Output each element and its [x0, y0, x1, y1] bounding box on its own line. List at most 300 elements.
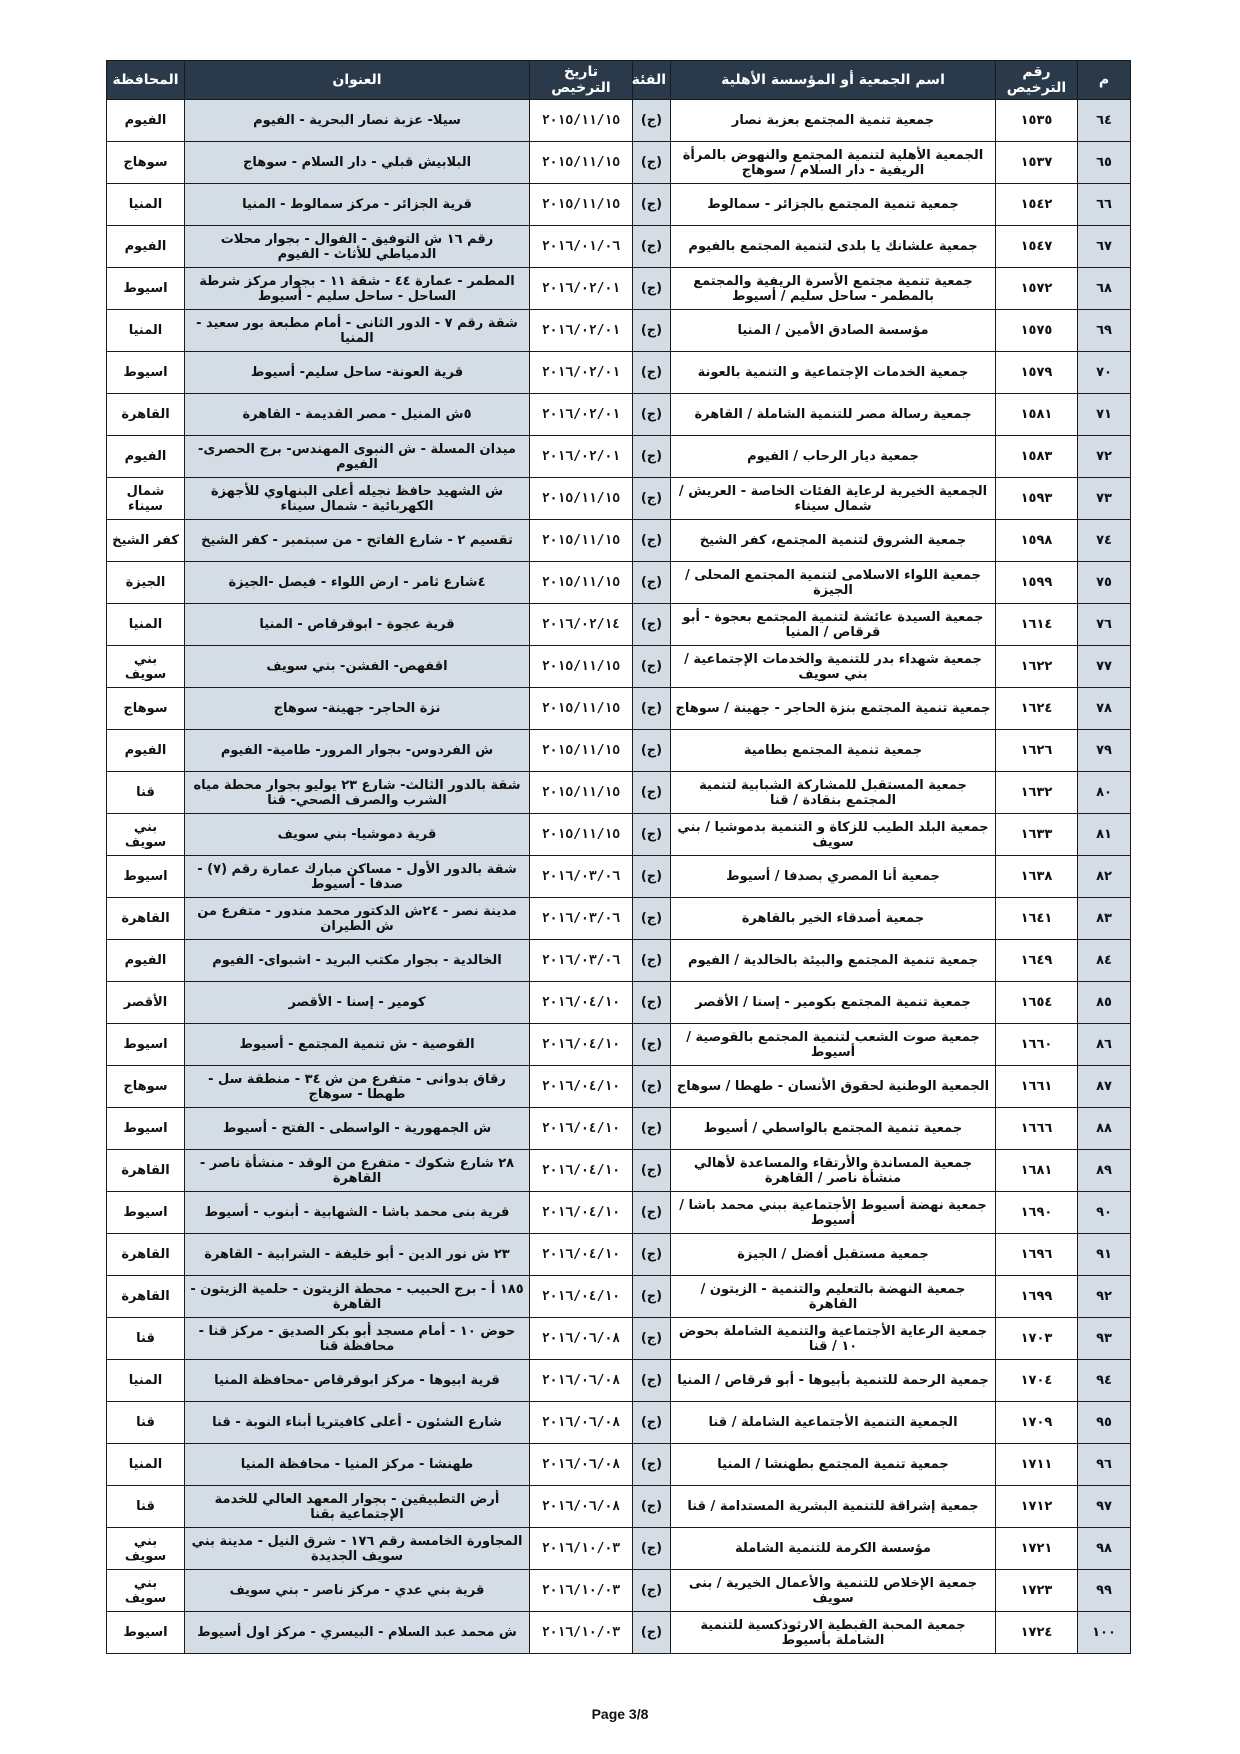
- cell-governorate: بني سويف: [107, 646, 185, 688]
- cell-seq: ٦٩: [1078, 310, 1131, 352]
- cell-address: كومير - إسنا - الأقصر: [185, 982, 530, 1024]
- cell-category: (ج): [633, 1570, 671, 1612]
- header-date: تاريخ الترخيص: [530, 61, 633, 100]
- cell-license-no: ١٧١٢: [996, 1486, 1078, 1528]
- cell-seq: ٨٩: [1078, 1150, 1131, 1192]
- cell-license-no: ١٦٦٠: [996, 1024, 1078, 1066]
- cell-address: ١٨٥ أ - برج الحبيب - محطة الزيتون - حلمية الزيتون - القاهرة: [185, 1276, 530, 1318]
- header-license-no: رقم الترخيص: [996, 61, 1078, 100]
- cell-date: ٢٠١٦/٠٦/٠٨: [530, 1318, 633, 1360]
- table-row: [107, 142, 1131, 184]
- cell-category: (ج): [633, 1528, 671, 1570]
- cell-name: جمعية شهداء بدر للتنمية والخدمات الإجتماعية / بني سويف: [671, 646, 996, 688]
- cell-license-no: ١٧٠٩: [996, 1402, 1078, 1444]
- table-row: [107, 310, 1131, 352]
- cell-name: جمعية الرحمة للتنمية بأبيوها - أبو قرقاص / المنيا: [671, 1360, 996, 1402]
- cell-date: ٢٠١٥/١١/١٥: [530, 772, 633, 814]
- table-row: [107, 1402, 1131, 1444]
- cell-license-no: ١٦٤١: [996, 898, 1078, 940]
- cell-category: (ج): [633, 982, 671, 1024]
- cell-address: الخالدية - بجوار مكتب البريد - اشبواى- الفيوم: [185, 940, 530, 982]
- cell-date: ٢٠١٦/٠٦/٠٨: [530, 1360, 633, 1402]
- cell-date: ٢٠١٦/٠٢/٠١: [530, 352, 633, 394]
- cell-address: رقم ١٦ ش التوفيق - الفوال - بجوار محلات الدمياطي للأثاث - الفيوم: [185, 226, 530, 268]
- cell-name: جمعية تنمية المجتمع بطامية: [671, 730, 996, 772]
- cell-license-no: ١٧١١: [996, 1444, 1078, 1486]
- cell-name: جمعية الرعاية الأجتماعية والتنمية الشاملة بحوض ١٠ / قنا: [671, 1318, 996, 1360]
- cell-governorate: الأقصر: [107, 982, 185, 1024]
- cell-governorate: اسيوط: [107, 1612, 185, 1654]
- cell-date: ٢٠١٦/٠٦/٠٨: [530, 1402, 633, 1444]
- cell-governorate: بني سويف: [107, 1528, 185, 1570]
- cell-category: (ج): [633, 562, 671, 604]
- cell-seq: ٧٠: [1078, 352, 1131, 394]
- table-row: [107, 1486, 1131, 1528]
- cell-category: (ج): [633, 1402, 671, 1444]
- cell-seq: ١٠٠: [1078, 1612, 1131, 1654]
- cell-category: (ج): [633, 1150, 671, 1192]
- cell-address: حوض ١٠ - أمام مسجد أبو بكر الصديق - مركز قنا - محافظة قنا: [185, 1318, 530, 1360]
- cell-date: ٢٠١٦/٠٣/٠٦: [530, 856, 633, 898]
- cell-date: ٢٠١٦/٠٤/١٠: [530, 1234, 633, 1276]
- cell-address: القوصية - ش تنمية المجتمع - أسيوط: [185, 1024, 530, 1066]
- cell-license-no: ١٦٩٠: [996, 1192, 1078, 1234]
- cell-address: مدينة نصر - ٢٤ش الدكتور محمد مندور - متفرع من ش الطيران: [185, 898, 530, 940]
- cell-license-no: ١٥٩٣: [996, 478, 1078, 520]
- table-header-row: [107, 61, 1131, 100]
- table-row: [107, 184, 1131, 226]
- cell-date: ٢٠١٥/١١/١٥: [530, 184, 633, 226]
- cell-governorate: اسيوط: [107, 1192, 185, 1234]
- table-row: [107, 1276, 1131, 1318]
- cell-seq: ٩٦: [1078, 1444, 1131, 1486]
- cell-name: جمعية أنا المصري بصدفا / أسيوط: [671, 856, 996, 898]
- cell-address: أرض التطبيقين - بجوار المعهد العالي للخدمة الإجتماعية بقنا: [185, 1486, 530, 1528]
- cell-date: ٢٠١٦/٠٢/٠١: [530, 436, 633, 478]
- cell-name: جمعية تنمية المجتمع بكومير - إسنا / الأقصر: [671, 982, 996, 1024]
- header-seq: م: [1078, 61, 1131, 100]
- cell-category: (ج): [633, 184, 671, 226]
- cell-date: ٢٠١٦/١٠/٠٣: [530, 1528, 633, 1570]
- cell-governorate: القاهرة: [107, 394, 185, 436]
- cell-seq: ٨٤: [1078, 940, 1131, 982]
- cell-category: (ج): [633, 352, 671, 394]
- cell-category: (ج): [633, 898, 671, 940]
- cell-address: المجاورة الخامسة رقم ١٧٦ - شرق النيل - مدينة بني سويف الجديدة: [185, 1528, 530, 1570]
- cell-name: جمعية المحبة القبطية الارثوذكسية للتنمية الشاملة بأسيوط: [671, 1612, 996, 1654]
- cell-governorate: القاهرة: [107, 898, 185, 940]
- cell-category: (ج): [633, 1360, 671, 1402]
- table-body: [107, 100, 1131, 1654]
- cell-date: ٢٠١٦/١٠/٠٣: [530, 1570, 633, 1612]
- cell-name: جمعية تنمية المجتمع بنزة الحاجر - جهينة / سوهاج: [671, 688, 996, 730]
- cell-governorate: المنيا: [107, 310, 185, 352]
- cell-date: ٢٠١٦/٠٤/١٠: [530, 1066, 633, 1108]
- cell-seq: ٩١: [1078, 1234, 1131, 1276]
- cell-governorate: المنيا: [107, 1360, 185, 1402]
- cell-governorate: اسيوط: [107, 268, 185, 310]
- cell-governorate: الفيوم: [107, 940, 185, 982]
- cell-category: (ج): [633, 394, 671, 436]
- cell-governorate: القاهرة: [107, 1234, 185, 1276]
- cell-address: ش الفردوس- بجوار المرور- طامية- الفيوم: [185, 730, 530, 772]
- cell-category: (ج): [633, 1108, 671, 1150]
- table-row: [107, 940, 1131, 982]
- cell-governorate: المنيا: [107, 1444, 185, 1486]
- cell-license-no: ١٥٨٣: [996, 436, 1078, 478]
- cell-license-no: ١٦٣٣: [996, 814, 1078, 856]
- table-row: [107, 1444, 1131, 1486]
- cell-name: جمعية صوت الشعب لتنمية المجتمع بالقوصية / أسيوط: [671, 1024, 996, 1066]
- cell-address: قرية دموشيا- بني سويف: [185, 814, 530, 856]
- cell-name: جمعية تنمية المجتمع والبيئة بالخالدية / الفيوم: [671, 940, 996, 982]
- header-name: اسم الجمعية أو المؤسسة الأهلية: [671, 61, 996, 100]
- cell-governorate: بني سويف: [107, 814, 185, 856]
- cell-seq: ٩٨: [1078, 1528, 1131, 1570]
- cell-seq: ٨٠: [1078, 772, 1131, 814]
- cell-name: جمعية تنمية المجتمع بالواسطي / أسيوط: [671, 1108, 996, 1150]
- cell-address: قرية العونة- ساحل سليم- أسيوط: [185, 352, 530, 394]
- cell-name: الجمعية الخيرية لرعاية الفئات الخاصة - العريش / شمال سيناء: [671, 478, 996, 520]
- table-row: [107, 856, 1131, 898]
- table-row: [107, 814, 1131, 856]
- cell-address: سيلا- عزبة نصار البحرية - الفيوم: [185, 100, 530, 142]
- cell-category: (ج): [633, 1024, 671, 1066]
- cell-license-no: ١٧٠٤: [996, 1360, 1078, 1402]
- cell-name: جمعية الشروق لتنمية المجتمع، كفر الشيخ: [671, 520, 996, 562]
- cell-name: جمعية تنمية المجتمع بطهنشا / المنيا: [671, 1444, 996, 1486]
- associations-table: [106, 60, 1131, 1654]
- cell-name: جمعية المستقبل للمشاركة الشبابية لتنمية المجتمع بنقادة / قنا: [671, 772, 996, 814]
- page-number: Page 3/8: [591, 1706, 649, 1722]
- cell-category: (ج): [633, 100, 671, 142]
- table-row: [107, 1570, 1131, 1612]
- cell-seq: ٨١: [1078, 814, 1131, 856]
- cell-address: شقة بالدور الثالث- شارع ٢٣ يوليو بجوار محطة مياه الشرب والصرف الصحي- قنا: [185, 772, 530, 814]
- cell-seq: ٨٣: [1078, 898, 1131, 940]
- cell-license-no: ١٥٨١: [996, 394, 1078, 436]
- cell-address: تقسيم ٢ - شارع الفاتح - من سبتمبر - كفر الشيخ: [185, 520, 530, 562]
- cell-governorate: القاهرة: [107, 1150, 185, 1192]
- cell-name: جمعية تنمية المجتمع بالجزائر - سمالوط: [671, 184, 996, 226]
- cell-governorate: سوهاج: [107, 1066, 185, 1108]
- table-row: [107, 688, 1131, 730]
- cell-governorate: قنا: [107, 1402, 185, 1444]
- cell-governorate: كفر الشيخ: [107, 520, 185, 562]
- cell-category: (ج): [633, 226, 671, 268]
- cell-governorate: سوهاج: [107, 142, 185, 184]
- cell-seq: ٨٧: [1078, 1066, 1131, 1108]
- cell-address: قرية الجزائر - مركز سمالوط - المنيا: [185, 184, 530, 226]
- cell-address: قرية عجوة - ابوقرقاص - المنيا: [185, 604, 530, 646]
- cell-license-no: ١٦٨١: [996, 1150, 1078, 1192]
- cell-governorate: الفيوم: [107, 436, 185, 478]
- cell-seq: ٩٣: [1078, 1318, 1131, 1360]
- cell-license-no: ١٦٤٩: [996, 940, 1078, 982]
- cell-name: مؤسسة الصادق الأمين / المنيا: [671, 310, 996, 352]
- cell-governorate: الفيوم: [107, 100, 185, 142]
- table-row: [107, 352, 1131, 394]
- cell-date: ٢٠١٦/٠٤/١٠: [530, 1192, 633, 1234]
- cell-seq: ٧٣: [1078, 478, 1131, 520]
- cell-address: المطمر - عمارة ٤٤ - شقة ١١ - بجوار مركز شرطة الساحل - ساحل سليم - أسيوط: [185, 268, 530, 310]
- cell-license-no: ١٦٣٢: [996, 772, 1078, 814]
- cell-seq: ٩٢: [1078, 1276, 1131, 1318]
- cell-license-no: ١٥٤٧: [996, 226, 1078, 268]
- cell-name: جمعية مستقبل أفضل / الجيزة: [671, 1234, 996, 1276]
- cell-seq: ٦٤: [1078, 100, 1131, 142]
- cell-address: ٥ش المنيل - مصر القديمة - القاهرة: [185, 394, 530, 436]
- cell-category: (ج): [633, 646, 671, 688]
- cell-category: (ج): [633, 604, 671, 646]
- table-row: [107, 1150, 1131, 1192]
- cell-address: قرية بني عدي - مركز ناصر - بني سويف: [185, 1570, 530, 1612]
- cell-seq: ٩٩: [1078, 1570, 1131, 1612]
- cell-license-no: ١٥٧٩: [996, 352, 1078, 394]
- cell-address: ش محمد عبد السلام - البيسري - مركز اول أسيوط: [185, 1612, 530, 1654]
- cell-date: ٢٠١٥/١١/١٥: [530, 562, 633, 604]
- cell-address: ٢٣ ش نور الدين - أبو خليفة - الشرابية - القاهرة: [185, 1234, 530, 1276]
- cell-category: (ج): [633, 940, 671, 982]
- cell-governorate: القاهرة: [107, 1276, 185, 1318]
- cell-seq: ٩٠: [1078, 1192, 1131, 1234]
- cell-address: البلابيش قبلي - دار السلام - سوهاج: [185, 142, 530, 184]
- cell-category: (ج): [633, 688, 671, 730]
- cell-license-no: ١٦٩٩: [996, 1276, 1078, 1318]
- cell-category: (ج): [633, 856, 671, 898]
- table-row: [107, 268, 1131, 310]
- cell-name: جمعية تنمية المجتمع بعزبة نصار: [671, 100, 996, 142]
- table-row: [107, 604, 1131, 646]
- table-row: [107, 394, 1131, 436]
- cell-seq: ٩٤: [1078, 1360, 1131, 1402]
- table-row: [107, 646, 1131, 688]
- cell-governorate: بني سويف: [107, 1570, 185, 1612]
- cell-category: (ج): [633, 268, 671, 310]
- table-row: [107, 1066, 1131, 1108]
- cell-date: ٢٠١٦/٠٣/٠٦: [530, 898, 633, 940]
- table-row: [107, 982, 1131, 1024]
- cell-seq: ٧٩: [1078, 730, 1131, 772]
- cell-date: ٢٠١٥/١١/١٥: [530, 478, 633, 520]
- cell-license-no: ١٥٣٧: [996, 142, 1078, 184]
- cell-category: (ج): [633, 142, 671, 184]
- cell-name: مؤسسة الكرمة للتنمية الشاملة: [671, 1528, 996, 1570]
- table-row: [107, 898, 1131, 940]
- cell-date: ٢٠١٥/١١/١٥: [530, 688, 633, 730]
- cell-governorate: الفيوم: [107, 226, 185, 268]
- cell-date: ٢٠١٦/٠٢/٠١: [530, 310, 633, 352]
- table-row: [107, 1192, 1131, 1234]
- cell-seq: ٩٧: [1078, 1486, 1131, 1528]
- cell-category: (ج): [633, 1486, 671, 1528]
- table-row: [107, 730, 1131, 772]
- cell-date: ٢٠١٦/٠٣/٠٦: [530, 940, 633, 982]
- header-category: الفئة: [633, 61, 671, 100]
- header-address: العنوان: [185, 61, 530, 100]
- cell-name: الجمعية الوطنية لحقوق الأنسان - طهطا / سوهاج: [671, 1066, 996, 1108]
- cell-seq: ٩٥: [1078, 1402, 1131, 1444]
- cell-governorate: قنا: [107, 772, 185, 814]
- cell-license-no: ١٦٢٢: [996, 646, 1078, 688]
- cell-address: ش الجمهورية - الواسطى - الفتح - أسيوط: [185, 1108, 530, 1150]
- cell-name: جمعية إشراقة للتنمية البشرية المستدامة / قنا: [671, 1486, 996, 1528]
- table-row: [107, 1360, 1131, 1402]
- cell-seq: ٧٦: [1078, 604, 1131, 646]
- cell-address: شقة بالدور الأول - مساكن مبارك عمارة رقم (٧) - صدفا - أسيوط: [185, 856, 530, 898]
- cell-seq: ٦٦: [1078, 184, 1131, 226]
- cell-seq: ٦٥: [1078, 142, 1131, 184]
- cell-seq: ٧٨: [1078, 688, 1131, 730]
- cell-date: ٢٠١٦/٠٤/١٠: [530, 1108, 633, 1150]
- cell-seq: ٧١: [1078, 394, 1131, 436]
- cell-license-no: ١٥٩٩: [996, 562, 1078, 604]
- cell-name: جمعية السيدة عائشة لتنمية المجتمع بعجوة - أبو قرقاص / المنيا: [671, 604, 996, 646]
- cell-date: ٢٠١٥/١١/١٥: [530, 814, 633, 856]
- cell-category: (ج): [633, 1318, 671, 1360]
- cell-seq: ٧٢: [1078, 436, 1131, 478]
- cell-license-no: ١٥٩٨: [996, 520, 1078, 562]
- cell-name: جمعية البلد الطيب للزكاة و التنمية بدموشيا / بني سويف: [671, 814, 996, 856]
- cell-address: ٤شارع ثامر - ارض اللواء - فيصل -الجيزة: [185, 562, 530, 604]
- cell-name: جمعية تنمية مجتمع الأسرة الريفية والمجتمع بالمطمر - ساحل سليم / أسيوط: [671, 268, 996, 310]
- cell-address: شقة رقم ٧ - الدور الثانى - أمام مطبعة بور سعيد - المنيا: [185, 310, 530, 352]
- cell-category: (ج): [633, 1276, 671, 1318]
- cell-governorate: اسيوط: [107, 856, 185, 898]
- cell-category: (ج): [633, 520, 671, 562]
- table-row: [107, 1528, 1131, 1570]
- cell-category: (ج): [633, 436, 671, 478]
- cell-governorate: اسيوط: [107, 1108, 185, 1150]
- cell-license-no: ١٦١٤: [996, 604, 1078, 646]
- cell-date: ٢٠١٦/٠٢/٠١: [530, 268, 633, 310]
- cell-address: قرية بنى محمد باشا - الشهابية - أبنوب - أسيوط: [185, 1192, 530, 1234]
- cell-seq: ٨٦: [1078, 1024, 1131, 1066]
- cell-address: شارع الشئون - أعلى كافيتريا أبناء النوبة - قنا: [185, 1402, 530, 1444]
- cell-address: رقاق بدوانى - متفرع من ش ٣٤ - منطقة سل - طهطا - سوهاج: [185, 1066, 530, 1108]
- cell-category: (ج): [633, 814, 671, 856]
- cell-license-no: ١٦٢٤: [996, 688, 1078, 730]
- cell-governorate: قنا: [107, 1318, 185, 1360]
- cell-address: قرية ابيوها - مركز ابوقرقاص -محافظة المنيا: [185, 1360, 530, 1402]
- cell-license-no: ١٥٧٥: [996, 310, 1078, 352]
- cell-date: ٢٠١٦/٠٤/١٠: [530, 982, 633, 1024]
- cell-license-no: ١٥٧٢: [996, 268, 1078, 310]
- cell-date: ٢٠١٦/٠٦/٠٨: [530, 1444, 633, 1486]
- table-row: [107, 226, 1131, 268]
- cell-name: الجمعية الأهلية لتنمية المجتمع والنهوض بالمرأة الريفية - دار السلام / سوهاج: [671, 142, 996, 184]
- cell-governorate: اسيوط: [107, 352, 185, 394]
- cell-seq: ٨٨: [1078, 1108, 1131, 1150]
- cell-governorate: الفيوم: [107, 730, 185, 772]
- cell-date: ٢٠١٦/٠٤/١٠: [530, 1150, 633, 1192]
- cell-governorate: سوهاج: [107, 688, 185, 730]
- cell-address: نزة الحاجر- جهينة- سوهاج: [185, 688, 530, 730]
- cell-category: (ج): [633, 1192, 671, 1234]
- cell-category: (ج): [633, 1234, 671, 1276]
- cell-governorate: المنيا: [107, 604, 185, 646]
- cell-license-no: ١٥٤٢: [996, 184, 1078, 226]
- cell-license-no: ١٦٦١: [996, 1066, 1078, 1108]
- cell-seq: ٧٧: [1078, 646, 1131, 688]
- cell-date: ٢٠١٦/١٠/٠٣: [530, 1612, 633, 1654]
- cell-name: جمعية اللواء الاسلامى لتنمية المجتمع المحلى / الجيزة: [671, 562, 996, 604]
- cell-license-no: ١٧٢٣: [996, 1570, 1078, 1612]
- table-row: [107, 772, 1131, 814]
- cell-license-no: ١٦٥٤: [996, 982, 1078, 1024]
- cell-license-no: ١٦٢٦: [996, 730, 1078, 772]
- cell-name: جمعية نهضة أسيوط الأجتماعية ببني محمد باشا / أسيوط: [671, 1192, 996, 1234]
- cell-address: اقفهص- الفشن- بني سويف: [185, 646, 530, 688]
- cell-category: (ج): [633, 1612, 671, 1654]
- cell-name: جمعية المساندة والأرتقاء والمساعدة لأهالي منشأة ناصر / القاهرة: [671, 1150, 996, 1192]
- table-row: [107, 1024, 1131, 1066]
- cell-category: (ج): [633, 478, 671, 520]
- table-row: [107, 1318, 1131, 1360]
- header-governorate: المحافظة: [107, 61, 185, 100]
- table-row: [107, 1234, 1131, 1276]
- cell-seq: ٦٧: [1078, 226, 1131, 268]
- cell-date: ٢٠١٦/٠١/٠٦: [530, 226, 633, 268]
- table-row: [107, 520, 1131, 562]
- cell-name: جمعية الخدمات الإجتماعية و التنمية بالعونة: [671, 352, 996, 394]
- cell-governorate: قنا: [107, 1486, 185, 1528]
- cell-date: ٢٠١٥/١١/١٥: [530, 520, 633, 562]
- cell-date: ٢٠١٥/١١/١٥: [530, 142, 633, 184]
- cell-name: جمعية علشانك يا بلدى لتنمية المجتمع بالفيوم: [671, 226, 996, 268]
- cell-governorate: شمال سيناء: [107, 478, 185, 520]
- cell-date: ٢٠١٦/٠٦/٠٨: [530, 1486, 633, 1528]
- cell-name: جمعية رسالة مصر للتنمية الشاملة / القاهرة: [671, 394, 996, 436]
- cell-date: ٢٠١٦/٠٤/١٠: [530, 1024, 633, 1066]
- cell-address: ميدان المسلة - ش النبوى المهندس- برج الحصرى- الفيوم: [185, 436, 530, 478]
- cell-date: ٢٠١٥/١١/١٥: [530, 100, 633, 142]
- cell-name: جمعية ديار الرحاب / الفيوم: [671, 436, 996, 478]
- cell-governorate: اسيوط: [107, 1024, 185, 1066]
- cell-date: ٢٠١٦/٠٢/١٤: [530, 604, 633, 646]
- cell-governorate: الجيزة: [107, 562, 185, 604]
- table-row: [107, 478, 1131, 520]
- cell-seq: ٨٢: [1078, 856, 1131, 898]
- cell-category: (ج): [633, 730, 671, 772]
- cell-name: جمعية الإخلاص للتنمية والأعمال الخيرية / بنى سويف: [671, 1570, 996, 1612]
- table-row: [107, 1108, 1131, 1150]
- cell-date: ٢٠١٦/٠٤/١٠: [530, 1276, 633, 1318]
- cell-seq: ٦٨: [1078, 268, 1131, 310]
- table-row: [107, 100, 1131, 142]
- cell-name: الجمعية التنمية الأجتماعية الشاملة / قنا: [671, 1402, 996, 1444]
- table-row: [107, 1612, 1131, 1654]
- cell-address: طهنشا - مركز المنيا - محافظة المنيا: [185, 1444, 530, 1486]
- cell-license-no: ١٦٦٦: [996, 1108, 1078, 1150]
- cell-seq: ٧٥: [1078, 562, 1131, 604]
- cell-address: ٢٨ شارع شكوك - متفرع من الوقد - منشأة ناصر - القاهرة: [185, 1150, 530, 1192]
- cell-license-no: ١٧٢١: [996, 1528, 1078, 1570]
- cell-license-no: ١٧٢٤: [996, 1612, 1078, 1654]
- cell-category: (ج): [633, 1066, 671, 1108]
- cell-license-no: ١٧٠٣: [996, 1318, 1078, 1360]
- cell-category: (ج): [633, 310, 671, 352]
- table-row: [107, 562, 1131, 604]
- cell-license-no: ١٦٣٨: [996, 856, 1078, 898]
- cell-name: جمعية النهضة بالتعليم والتنمية - الزيتون / القاهرة: [671, 1276, 996, 1318]
- cell-name: جمعية أصدقاء الخير بالقاهرة: [671, 898, 996, 940]
- cell-category: (ج): [633, 772, 671, 814]
- cell-seq: ٨٥: [1078, 982, 1131, 1024]
- cell-address: ش الشهيد حافظ نجيله أعلى البنهاوي للأجهزة الكهربائية - شمال سيناء: [185, 478, 530, 520]
- cell-license-no: ١٥٣٥: [996, 100, 1078, 142]
- cell-date: ٢٠١٥/١١/١٥: [530, 730, 633, 772]
